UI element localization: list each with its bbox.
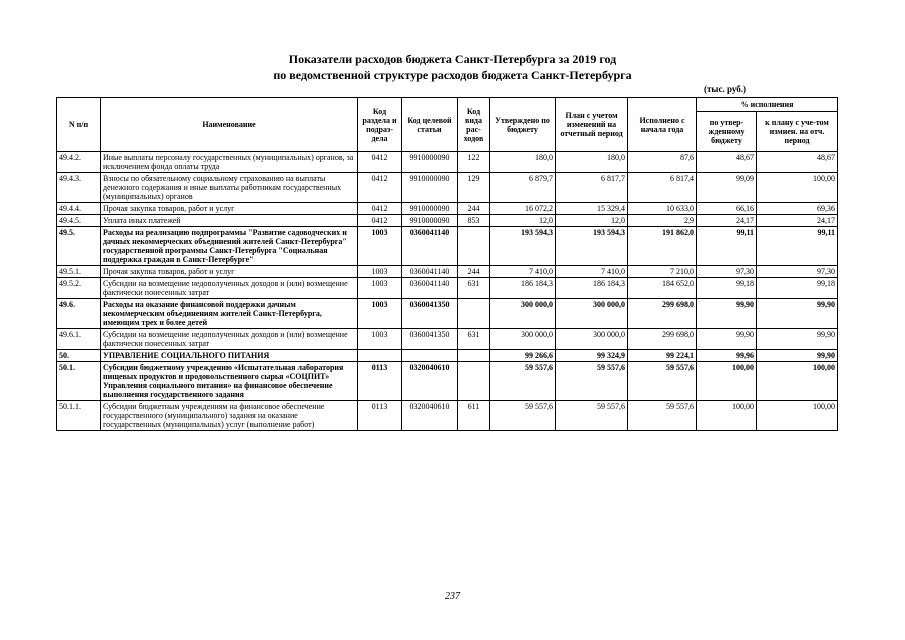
header-name: Наименование — [101, 98, 358, 152]
row-percent-approved: 99,90 — [697, 329, 757, 350]
table-row — [57, 227, 838, 266]
row-section-code: 1003 — [358, 278, 402, 299]
row-approved: 16 072,2 — [490, 203, 556, 215]
row-plan: 99 324,9 — [556, 350, 628, 362]
row-approved: 59 557,6 — [490, 401, 556, 431]
row-expense-type-code: 244 — [458, 266, 490, 278]
header-num: N п/п — [57, 98, 101, 152]
row-name: Уплата иных платежей — [101, 215, 358, 227]
row-approved: 186 184,3 — [490, 278, 556, 299]
row-percent-plan: 99,90 — [757, 329, 838, 350]
row-target-code: 0320040610 — [402, 362, 458, 401]
row-section-code: 0113 — [358, 362, 402, 401]
row-executed: 299 698,0 — [628, 299, 697, 329]
row-expense-type-code — [458, 362, 490, 401]
row-percent-plan: 97,30 — [757, 266, 838, 278]
row-executed: 299 698,0 — [628, 329, 697, 350]
row-number: 49.4.2. — [57, 152, 101, 173]
row-plan: 300 000,0 — [556, 329, 628, 350]
table-row — [57, 215, 838, 227]
row-percent-approved: 99,09 — [697, 173, 757, 203]
row-percent-plan: 99,90 — [757, 350, 838, 362]
row-section-code: 1003 — [358, 266, 402, 278]
header-percent-group: % исполнения — [697, 98, 838, 112]
row-percent-approved: 24,17 — [697, 215, 757, 227]
table-row — [57, 266, 838, 278]
row-percent-approved: 100,00 — [697, 401, 757, 431]
table-row — [57, 362, 838, 401]
row-plan: 6 817,7 — [556, 173, 628, 203]
row-approved: 99 266,6 — [490, 350, 556, 362]
header-section-code: Код раздела и подраз-дела — [358, 98, 402, 152]
row-number: 50.1. — [57, 362, 101, 401]
row-expense-type-code — [458, 227, 490, 266]
page-number: 237 — [445, 591, 460, 602]
row-section-code: 1003 — [358, 299, 402, 329]
header-percent-approved: по утвер-жденному бюджету — [697, 112, 757, 152]
header-executed: Исполнено с начала года — [628, 98, 697, 152]
row-expense-type-code: 129 — [458, 173, 490, 203]
row-approved: 193 594,3 — [490, 227, 556, 266]
row-name: Субсидии бюджетным учреждениям на финансовое обеспечение государственного (муниципального) задания на оказание государственных (муниципальных) услуг (выполнение работ) — [101, 401, 358, 431]
row-percent-approved: 48,67 — [697, 152, 757, 173]
header-plan: План с учетом изменений на отчетный период — [556, 98, 628, 152]
row-name: Субсидии на возмещение недополученных доходов и (или) возмещение фактически понесенных затрат — [101, 278, 358, 299]
row-number: 50. — [57, 350, 101, 362]
row-plan: 186 184,3 — [556, 278, 628, 299]
report-title-line-2: по ведомственной структуре расходов бюджета Санкт-Петербурга — [273, 68, 632, 82]
row-executed: 6 817,4 — [628, 173, 697, 203]
row-name: Расходы на оказание финансовой поддержки дачным некоммерческим объединениям жителей Санкт-Петербурга, имеющим трех и более детей — [101, 299, 358, 329]
row-section-code: 0412 — [358, 152, 402, 173]
header-target-code: Код целевой статьи — [402, 98, 458, 152]
row-approved: 6 879,7 — [490, 173, 556, 203]
row-plan: 300 000,0 — [556, 299, 628, 329]
row-percent-plan: 48,67 — [757, 152, 838, 173]
row-percent-plan: 100,00 — [757, 173, 838, 203]
row-expense-type-code: 611 — [458, 401, 490, 431]
row-plan: 59 557,6 — [556, 362, 628, 401]
row-percent-approved: 99,18 — [697, 278, 757, 299]
row-executed: 59 557,6 — [628, 401, 697, 431]
row-executed: 99 224,1 — [628, 350, 697, 362]
row-executed: 184 652,0 — [628, 278, 697, 299]
row-number: 49.5.2. — [57, 278, 101, 299]
row-approved: 59 557,6 — [490, 362, 556, 401]
row-percent-approved: 66,16 — [697, 203, 757, 215]
row-expense-type-code: 122 — [458, 152, 490, 173]
row-name: Расходы на реализацию подпрограммы "Развитие садоводческих и дачных некоммерческих объединений жителей Санкт-Петербурга" государственной программы Санкт-Петербурга "Социальная поддержка граждан в Санкт-Петербурге" — [101, 227, 358, 266]
row-number: 49.5. — [57, 227, 101, 266]
header-expense-type-code: Код вида рас-ходов — [458, 98, 490, 152]
row-percent-plan: 69,36 — [757, 203, 838, 215]
row-executed: 59 557,6 — [628, 362, 697, 401]
row-target-code: 0360041140 — [402, 278, 458, 299]
header-approved: Утверждено по бюджету — [490, 98, 556, 152]
table-row — [57, 350, 838, 362]
header-percent-plan: к плану с уче-том измнен. на отч. период — [757, 112, 838, 152]
row-name: УПРАВЛЕНИЕ СОЦИАЛЬНОГО ПИТАНИЯ — [101, 350, 358, 362]
row-percent-approved: 99,96 — [697, 350, 757, 362]
row-percent-plan: 24,17 — [757, 215, 838, 227]
row-approved: 300 000,0 — [490, 329, 556, 350]
row-section-code: 1003 — [358, 227, 402, 266]
row-approved: 12,0 — [490, 215, 556, 227]
table-row — [57, 278, 838, 299]
row-target-code: 0360041140 — [402, 266, 458, 278]
table-row — [57, 401, 838, 431]
row-plan: 7 410,0 — [556, 266, 628, 278]
row-percent-approved: 99,90 — [697, 299, 757, 329]
row-name: Субсидии на возмещение недополученных доходов и (или) возмещение фактически понесенных затрат — [101, 329, 358, 350]
row-percent-approved: 100,00 — [697, 362, 757, 401]
row-executed: 7 210,0 — [628, 266, 697, 278]
row-approved: 300 000,0 — [490, 299, 556, 329]
table-row — [57, 152, 838, 173]
row-target-code: 9910000090 — [402, 152, 458, 173]
row-name: Прочая закупка товаров, работ и услуг — [101, 203, 358, 215]
row-expense-type-code — [458, 350, 490, 362]
row-number: 49.5.1. — [57, 266, 101, 278]
row-section-code: 0412 — [358, 203, 402, 215]
row-percent-approved: 97,30 — [697, 266, 757, 278]
row-percent-plan: 99,18 — [757, 278, 838, 299]
expenditure-table — [56, 97, 838, 431]
report-title-line-1: Показатели расходов бюджета Санкт-Петербурга за 2019 год — [288, 52, 617, 66]
table-row — [57, 329, 838, 350]
row-number: 49.4.3. — [57, 173, 101, 203]
table-row — [57, 173, 838, 203]
row-percent-plan: 99,90 — [757, 299, 838, 329]
row-section-code: 0113 — [358, 401, 402, 431]
row-section-code — [358, 350, 402, 362]
row-percent-plan: 99,11 — [757, 227, 838, 266]
row-number: 49.6. — [57, 299, 101, 329]
row-executed: 2,9 — [628, 215, 697, 227]
row-name: Иные выплаты персоналу государственных (муниципальных) органов, за исключением фонда оплаты труда — [101, 152, 358, 173]
row-name: Прочая закупка товаров, работ и услуг — [101, 266, 358, 278]
table-body — [57, 152, 838, 431]
units-label: (тыс. руб.) — [704, 84, 746, 94]
row-expense-type-code: 244 — [458, 203, 490, 215]
row-approved: 7 410,0 — [490, 266, 556, 278]
row-percent-plan: 100,00 — [757, 401, 838, 431]
row-approved: 180,0 — [490, 152, 556, 173]
row-plan: 15 329,4 — [556, 203, 628, 215]
row-plan: 12,0 — [556, 215, 628, 227]
row-target-code: 9910000090 — [402, 215, 458, 227]
row-target-code: 0360041350 — [402, 299, 458, 329]
row-percent-approved: 99,11 — [697, 227, 757, 266]
row-expense-type-code: 631 — [458, 329, 490, 350]
row-target-code: 9910000090 — [402, 173, 458, 203]
row-plan: 180,0 — [556, 152, 628, 173]
row-section-code: 0412 — [358, 173, 402, 203]
row-section-code: 0412 — [358, 215, 402, 227]
row-target-code — [402, 350, 458, 362]
table-row — [57, 299, 838, 329]
row-number: 49.4.5. — [57, 215, 101, 227]
row-target-code: 9910000090 — [402, 203, 458, 215]
row-target-code: 0360041350 — [402, 329, 458, 350]
row-number: 49.6.1. — [57, 329, 101, 350]
row-section-code: 1003 — [358, 329, 402, 350]
row-expense-type-code: 631 — [458, 278, 490, 299]
row-executed: 87,6 — [628, 152, 697, 173]
row-expense-type-code: 853 — [458, 215, 490, 227]
row-number: 50.1.1. — [57, 401, 101, 431]
row-name: Взносы по обязательному социальному страхованию на выплаты денежного содержания и иные выплаты работникам государственных (муниципальных) органов — [101, 173, 358, 203]
row-plan: 193 594,3 — [556, 227, 628, 266]
row-target-code: 0320040610 — [402, 401, 458, 431]
row-name: Субсидии бюджетному учреждению «Испытательная лаборатория пищевых продуктов и продовольственного сырья «СОЦПИТ» Управления социального питания» на финансовое обеспечение выполнения государственного задания — [101, 362, 358, 401]
row-target-code: 0360041140 — [402, 227, 458, 266]
row-executed: 191 862,0 — [628, 227, 697, 266]
row-number: 49.4.4. — [57, 203, 101, 215]
row-expense-type-code — [458, 299, 490, 329]
row-executed: 10 633,0 — [628, 203, 697, 215]
table-row — [57, 203, 838, 215]
row-percent-plan: 100,00 — [757, 362, 838, 401]
row-plan: 59 557,6 — [556, 401, 628, 431]
